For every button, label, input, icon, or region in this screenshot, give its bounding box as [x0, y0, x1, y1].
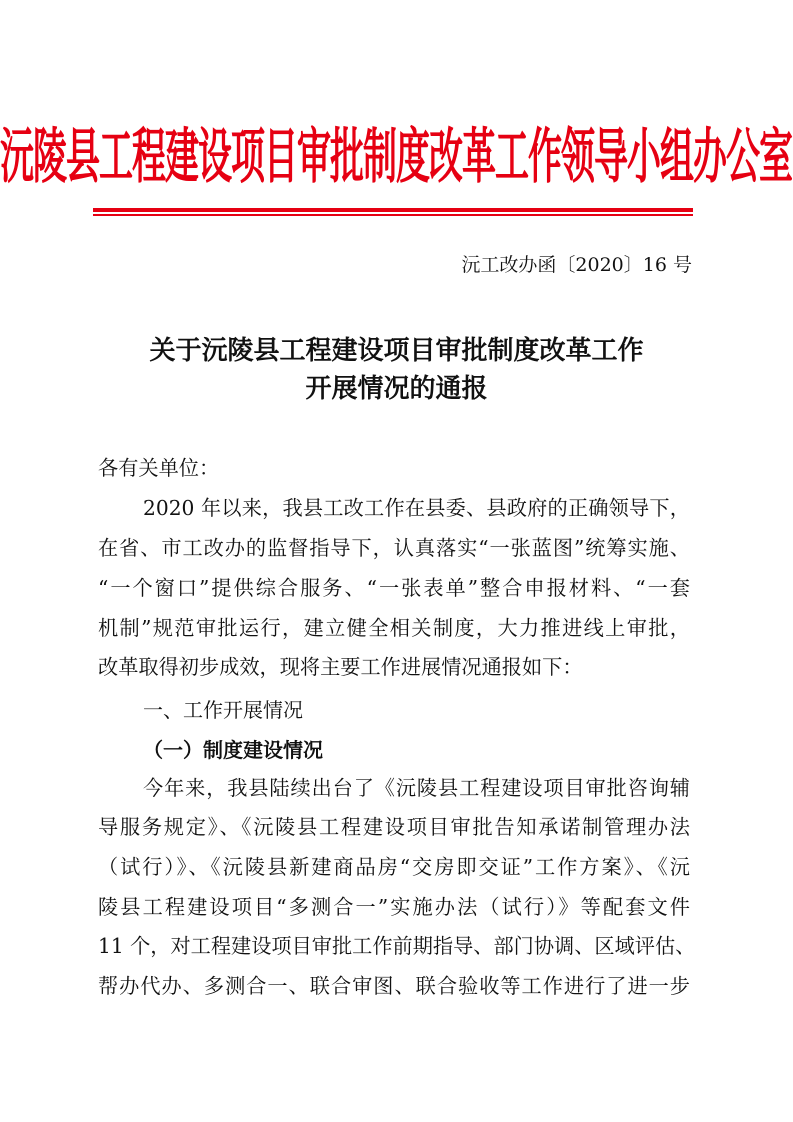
paragraph-2-line: 帮办代办、多测合一、联合审图、联合验收等工作进行了进一步	[98, 974, 690, 998]
document-title-line-2: 开展情况的通报	[305, 374, 488, 404]
salutation: 各有关单位：	[98, 456, 220, 480]
document-number: 沅工改办函〔2020〕16 号	[461, 254, 692, 276]
masthead-rule-thick	[93, 208, 693, 212]
paragraph-1-line: 改革取得初步成效，现将主要工作进展情况通报如下：	[98, 655, 583, 679]
document-title-line-1: 关于沅陵县工程建设项目审批制度改革工作	[149, 336, 644, 366]
masthead	[0, 112, 792, 193]
paragraph-2-line: 陵县工程建设项目“多测合一”实施办法（试行）》等配套文件	[98, 895, 690, 919]
paragraph-1-line: 机制”规范审批运行，建立健全相关制度，大力推进线上审批，	[98, 616, 690, 640]
section-heading-2: （一）制度建设情况	[143, 738, 323, 762]
masthead-title: 沅陵县工程建设项目审批制度改革工作领导小组办公室	[0, 122, 792, 193]
paragraph-2-line: 导服务规定》、《沅陵县工程建设项目审批告知承诺制管理办法	[98, 815, 690, 839]
paragraph-1-line: 2020 年以来，我县工改工作在县委、县政府的正确领导下，	[143, 496, 690, 520]
paragraph-2-line: （试行）》、《沅陵县新建商品房“交房即交证”工作方案》、《沅	[98, 855, 690, 879]
paragraph-1-line: 在省、市工改办的监督指导下，认真落实“一张蓝图”统筹实施、	[98, 536, 690, 560]
section-heading-1: 一、工作开展情况	[143, 698, 303, 722]
paragraph-2-line: 今年来，我县陆续出台了《沅陵县工程建设项目审批咨询辅	[143, 776, 690, 800]
masthead-rule-thin	[93, 214, 693, 216]
paragraph-1-line: “一个窗口”提供综合服务、“一张表单”整合申报材料、“一套	[98, 576, 690, 600]
paragraph-2-line: 11 个，对工程建设项目审批工作前期指导、部门协调、区域评估、	[98, 934, 696, 958]
